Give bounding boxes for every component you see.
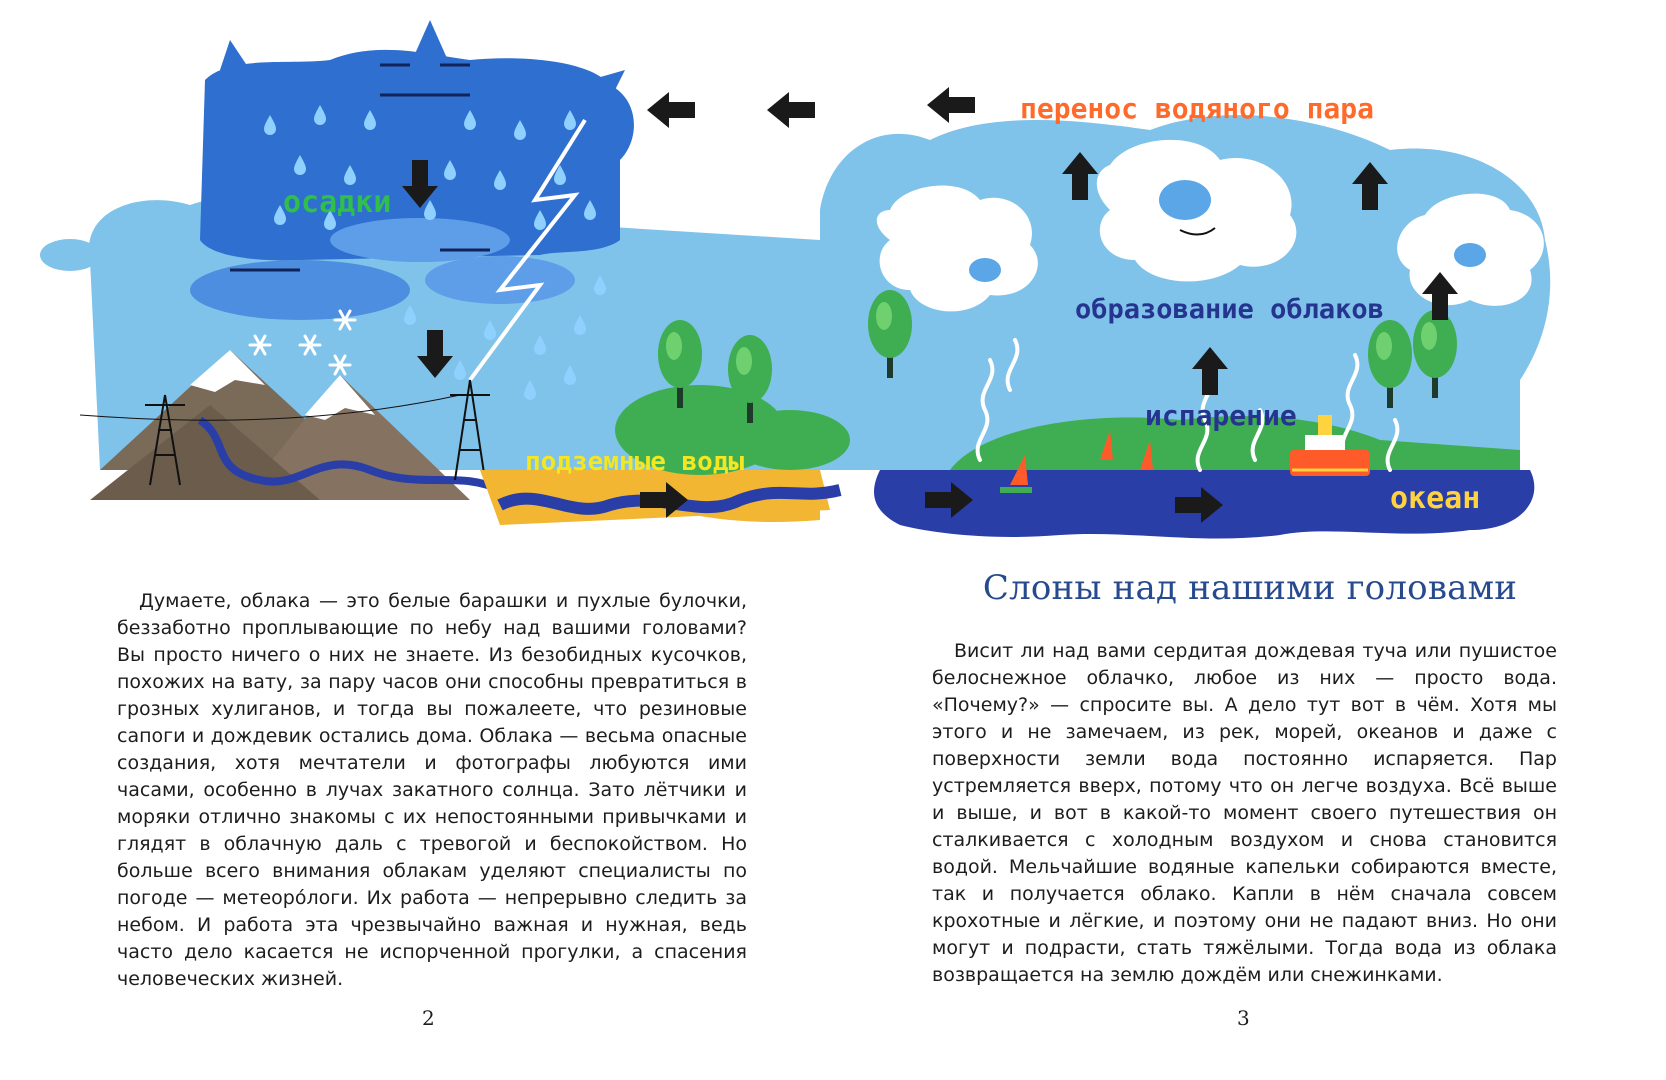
page-number-left: 2 bbox=[422, 1006, 435, 1030]
page-number-right: 3 bbox=[1237, 1006, 1250, 1030]
page-title: Слоны над нашими головами bbox=[982, 568, 1518, 608]
right-page-paragraph: Висит ли над вами сердитая дождевая туча или пушистое белоснежное облачко, любое из них — просто вода. «Почему?» — спросите вы. А дело тут вот в чём. Хотя мы этого и не замечаем, из рек, морей, океанов и даже с поверхности земли вода постоянно испаряется. Пар устремляется вверх, потому что он легче воздуха. Всё выше и выше, и вот в какой-то момент своего путешествия он сталкивается с холодным воздухом и снова становится водой. Мельчайшие водяные капельки собираются вместе, так и получается облако. Капли в нём сначала совсем крохотные и лёгкие, и поэтому они не падают вниз. Но они могут и подрасти, стать тяжёлыми. Тогда вода из облака возвращается на землю дождём или снежинками. bbox=[932, 640, 1557, 986]
right-page-text bbox=[932, 638, 1557, 989]
left-page-paragraph: Думаете, облака — это белые барашки и пухлые булочки, беззаботно проплывающие по небу над вашими головами? Вы просто ничего о них не знаете. Из безобидных кусочков, похожих на вату, за пару часов они способны превратиться в грозных хулиганов, и тогда вы пожалеете, что резиновые сапоги и дождевик остались дома. Облака — весьма опасные создания, хотя мечтатели и фотографы любуются ими часами, особенно в лучах закатного солнца. Зато лётчики и моряки отлично знакомы с их непостоянными привычками и глядят в облачную даль с тревогой и беспокойством. Но больше всего внимания облакам уделяют специалисты по погоде — метеоро́логи. Их работа — непрерывно следить за небом. И работа эта чрезвычайно важная и нужная, ведь часто дело касается не испорченной прогулки, а спасения человеческих жизней. bbox=[117, 590, 747, 990]
label-groundwater: подземные воды bbox=[525, 447, 745, 477]
label-ocean: океан bbox=[1390, 481, 1481, 516]
label-evaporation: испарение bbox=[1145, 399, 1297, 432]
label-vapor-transport: перенос водяного пара bbox=[1020, 92, 1375, 125]
label-cloud-formation: образование облаков bbox=[1075, 294, 1384, 325]
label-precipitation: осадки bbox=[283, 185, 392, 220]
left-page-text bbox=[117, 588, 747, 993]
